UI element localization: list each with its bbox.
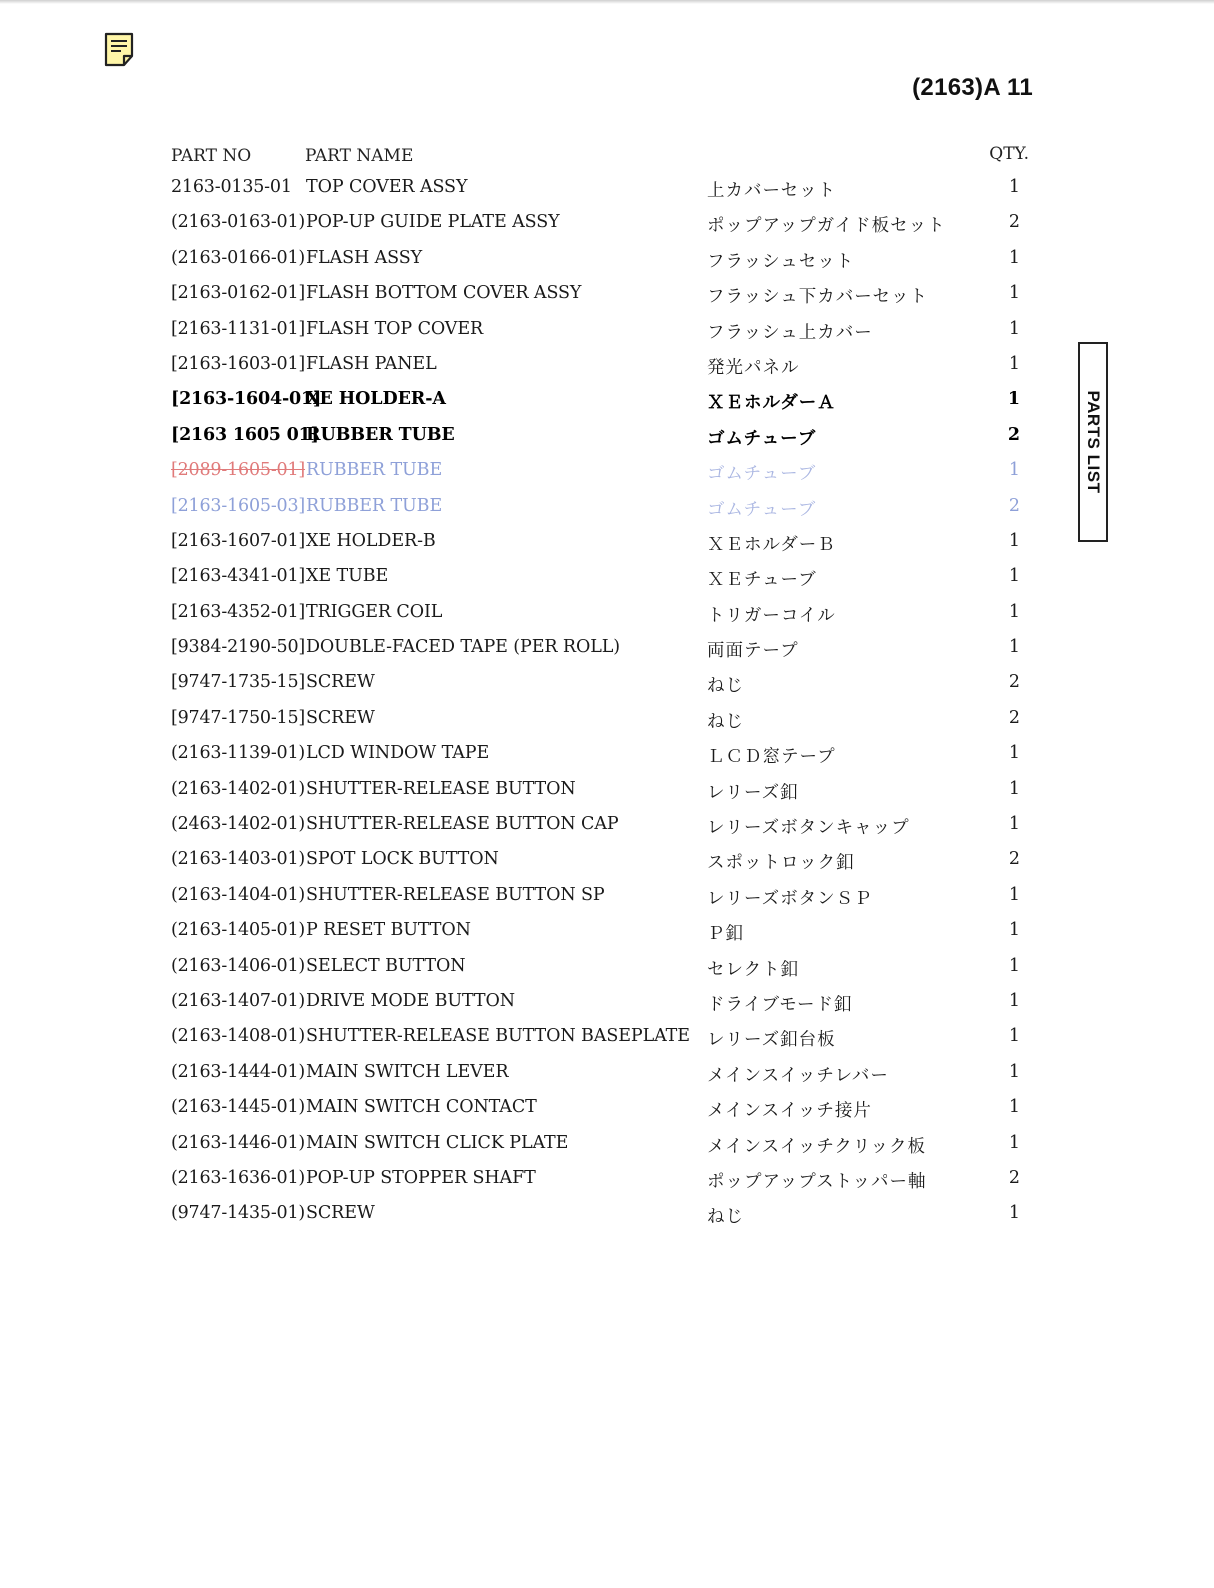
- table-row-superseded: [0, 457, 1214, 492]
- part-name: TOP COVER ASSY: [306, 177, 468, 197]
- part-name-japanese: ゴムチューブ: [707, 428, 817, 449]
- quantity: 1: [1008, 1061, 1020, 1082]
- part-name-japanese: セレクト釦: [707, 959, 800, 980]
- part-name-japanese: ＸＥチューブ: [707, 570, 817, 591]
- table-row: [0, 1165, 1214, 1200]
- table-row: [0, 917, 1214, 952]
- part-name-japanese: ＸＥホルダーＡ: [707, 393, 836, 414]
- part-name: FLASH PANEL: [306, 353, 437, 374]
- part-name: MAIN SWITCH CLICK PLATE: [306, 1132, 569, 1153]
- header-part-name: PART NAME: [305, 146, 414, 166]
- part-number: [2163-1605-03]: [171, 495, 306, 516]
- quantity: 1: [1008, 601, 1020, 622]
- quantity: 1: [1008, 283, 1020, 304]
- part-name: POP-UP GUIDE PLATE ASSY: [306, 212, 560, 233]
- part-name: FLASH TOP COVER: [306, 318, 484, 339]
- part-number: (2163-1405-01): [171, 920, 306, 941]
- quantity: 1: [1008, 637, 1020, 658]
- quantity: 1: [1008, 177, 1020, 197]
- quantity: 2: [1008, 672, 1020, 693]
- part-name: RUBBER TUBE: [306, 460, 443, 481]
- part-number: [2163-4352-01]: [171, 601, 306, 622]
- part-number: (2163-0166-01): [171, 247, 306, 268]
- table-row: [0, 1059, 1214, 1094]
- part-number: [9384-2190-50]: [171, 637, 306, 658]
- part-name: MAIN SWITCH CONTACT: [306, 1097, 537, 1118]
- quantity: 2: [1008, 849, 1020, 870]
- part-name: DOUBLE-FACED TAPE (PER ROLL): [306, 637, 621, 658]
- table-row: [0, 280, 1214, 315]
- parts-list-table: [0, 174, 1214, 1236]
- table-row-faint: [0, 493, 1214, 528]
- table-row: [0, 245, 1214, 280]
- quantity: 2: [1008, 212, 1020, 233]
- part-number: [9747-1735-15]: [171, 672, 306, 693]
- part-number: (2163-1445-01): [171, 1097, 306, 1118]
- part-name: SELECT BUTTON: [306, 955, 466, 976]
- part-name-japanese: フラッシュ下カバーセット: [707, 287, 928, 308]
- table-row: [0, 811, 1214, 846]
- quantity: 1: [1008, 990, 1020, 1011]
- part-name-japanese: ねじ: [707, 711, 744, 732]
- quantity: 1: [1008, 1097, 1020, 1118]
- table-row: [0, 528, 1214, 563]
- part-number: [2163-1603-01]: [171, 353, 306, 374]
- part-name-japanese: ＸＥホルダーＢ: [707, 534, 836, 555]
- quantity: 1: [1008, 530, 1020, 551]
- table-row: [0, 422, 1214, 457]
- part-number: [9747-1750-15]: [171, 707, 306, 728]
- part-number: (2163-1408-01): [171, 1026, 306, 1047]
- part-name: SPOT LOCK BUTTON: [306, 849, 499, 870]
- part-name: TRIGGER COIL: [306, 601, 443, 622]
- part-name-japanese: レリーズボタンＳＰ: [707, 888, 873, 909]
- table-row: [0, 1130, 1214, 1165]
- part-name: FLASH BOTTOM COVER ASSY: [306, 283, 582, 304]
- quantity: 1: [1008, 247, 1020, 268]
- part-name-japanese: ポップアップガイド板セット: [707, 216, 946, 237]
- part-number: [2089-1605-01]: [171, 460, 306, 481]
- part-name: SHUTTER-RELEASE BUTTON BASEPLATE: [306, 1026, 690, 1047]
- part-name-japanese: レリーズ釦: [707, 782, 799, 803]
- part-name: P RESET BUTTON: [306, 920, 471, 941]
- part-number: (2163-1406-01): [171, 955, 306, 976]
- part-number: (2163-1404-01): [171, 884, 306, 905]
- header-qty: QTY.: [989, 144, 1029, 164]
- part-name: RUBBER TUBE: [306, 424, 455, 445]
- part-number: (2163-1139-01): [171, 743, 306, 764]
- table-row: [0, 669, 1214, 704]
- part-name: XE TUBE: [306, 566, 389, 587]
- table-row: [0, 209, 1214, 244]
- part-name-japanese: フラッシュセット: [707, 251, 855, 272]
- side-tab-label: PARTS LIST: [1084, 390, 1103, 494]
- table-row: [0, 740, 1214, 775]
- table-row: [0, 776, 1214, 811]
- part-name-japanese: ねじ: [707, 676, 744, 697]
- part-name-japanese: ポップアップストッパー軸: [707, 1171, 927, 1192]
- part-name-japanese: フラッシュ上カバー: [707, 322, 873, 343]
- table-row: [0, 1023, 1214, 1058]
- part-name: FLASH ASSY: [306, 247, 423, 268]
- quantity: 1: [1008, 743, 1020, 764]
- part-number: [2163-4341-01]: [171, 566, 306, 587]
- part-number: [2163 1605 01]: [171, 424, 319, 445]
- table-row: [0, 316, 1214, 351]
- part-number: (2163-1444-01): [171, 1061, 306, 1082]
- part-name-japanese: ねじ: [707, 1207, 744, 1228]
- table-row: [0, 705, 1214, 740]
- part-name: SHUTTER-RELEASE BUTTON CAP: [306, 814, 619, 835]
- part-name: SCREW: [306, 1203, 375, 1224]
- table-row: [0, 174, 1214, 209]
- quantity: 1: [1008, 566, 1020, 587]
- quantity: 2: [1008, 495, 1020, 516]
- part-name: SCREW: [306, 707, 375, 728]
- quantity: 1: [1008, 353, 1020, 374]
- part-name-japanese: ゴムチューブ: [707, 499, 817, 520]
- part-name-japanese: ゴムチューブ: [707, 464, 817, 485]
- part-name-japanese: メインスイッチクリック板: [707, 1136, 927, 1157]
- quantity: 1: [1008, 1132, 1020, 1153]
- quantity: 2: [1008, 707, 1020, 728]
- part-name: XE HOLDER-A: [306, 389, 446, 410]
- quantity: 1: [1008, 778, 1020, 799]
- table-row: [0, 882, 1214, 917]
- part-name: POP-UP STOPPER SHAFT: [306, 1167, 536, 1188]
- part-name: SHUTTER-RELEASE BUTTON: [306, 778, 576, 799]
- quantity: 1: [1008, 814, 1020, 835]
- quantity: 1: [1008, 318, 1020, 339]
- part-name: XE HOLDER-B: [306, 530, 436, 551]
- part-name-japanese: Ｐ釦: [707, 924, 744, 945]
- table-row: [0, 988, 1214, 1023]
- part-name-japanese: メインスイッチ接片: [707, 1101, 872, 1122]
- table-row: [0, 599, 1214, 634]
- part-name-japanese: スポットロック釦: [707, 853, 855, 874]
- part-name: MAIN SWITCH LEVER: [306, 1061, 509, 1082]
- part-name-japanese: レリーズボタンキャップ: [707, 818, 910, 839]
- parts-list-side-tab: [1078, 342, 1108, 542]
- quantity: 2: [1007, 424, 1020, 445]
- part-number: (2163-1636-01): [171, 1167, 306, 1188]
- part-name-japanese: トリガーコイル: [707, 605, 836, 626]
- part-name: SCREW: [306, 672, 375, 693]
- quantity: 1: [1008, 920, 1020, 941]
- part-name-japanese: レリーズ釦台板: [707, 1030, 836, 1051]
- quantity: 1: [1008, 460, 1020, 481]
- part-number: (2163-1407-01): [171, 990, 306, 1011]
- table-row: [0, 386, 1214, 421]
- part-number: [2163-0162-01]: [171, 283, 306, 304]
- part-number: [2163-1607-01]: [171, 530, 306, 551]
- table-row: [0, 953, 1214, 988]
- part-name: SHUTTER-RELEASE BUTTON SP: [306, 884, 605, 905]
- table-row: [0, 351, 1214, 386]
- note-icon[interactable]: [104, 32, 136, 68]
- part-name-japanese: メインスイッチレバー: [707, 1065, 889, 1086]
- table-row: [0, 563, 1214, 598]
- part-name-japanese: 発光パネル: [707, 357, 800, 378]
- part-name-japanese: 上カバーセット: [707, 181, 837, 201]
- quantity: 2: [1008, 1167, 1020, 1188]
- part-number: (2463-1402-01): [171, 814, 306, 835]
- part-name: RUBBER TUBE: [306, 495, 443, 516]
- quantity: 1: [1007, 389, 1020, 410]
- part-name-japanese: 両面テープ: [707, 641, 799, 662]
- quantity: 1: [1008, 955, 1020, 976]
- table-row: [0, 1200, 1214, 1235]
- part-number: (2163-1446-01): [171, 1132, 306, 1153]
- part-name-japanese: ＬＣＤ窓テープ: [707, 747, 836, 768]
- part-number: (9747-1435-01): [171, 1203, 306, 1224]
- quantity: 1: [1008, 1026, 1020, 1047]
- part-name: DRIVE MODE BUTTON: [306, 990, 515, 1011]
- quantity: 1: [1008, 884, 1020, 905]
- table-row: [0, 846, 1214, 881]
- part-name-japanese: ドライブモード釦: [707, 994, 853, 1015]
- page-code: (2163)A 11: [912, 74, 1033, 101]
- part-number: (2163-0163-01): [171, 212, 306, 233]
- part-number: 2163-0135-01: [171, 177, 292, 197]
- part-number: (2163-1403-01): [171, 849, 306, 870]
- part-number: [2163-1604-01]: [171, 389, 322, 410]
- header-part-no: PART NO: [171, 146, 252, 166]
- table-row: [0, 1094, 1214, 1129]
- part-number: (2163-1402-01): [171, 778, 306, 799]
- part-number: [2163-1131-01]: [171, 318, 306, 339]
- part-name: LCD WINDOW TAPE: [306, 743, 490, 764]
- quantity: 1: [1008, 1203, 1020, 1224]
- page-top-edge: [0, 0, 1214, 4]
- table-row: [0, 634, 1214, 669]
